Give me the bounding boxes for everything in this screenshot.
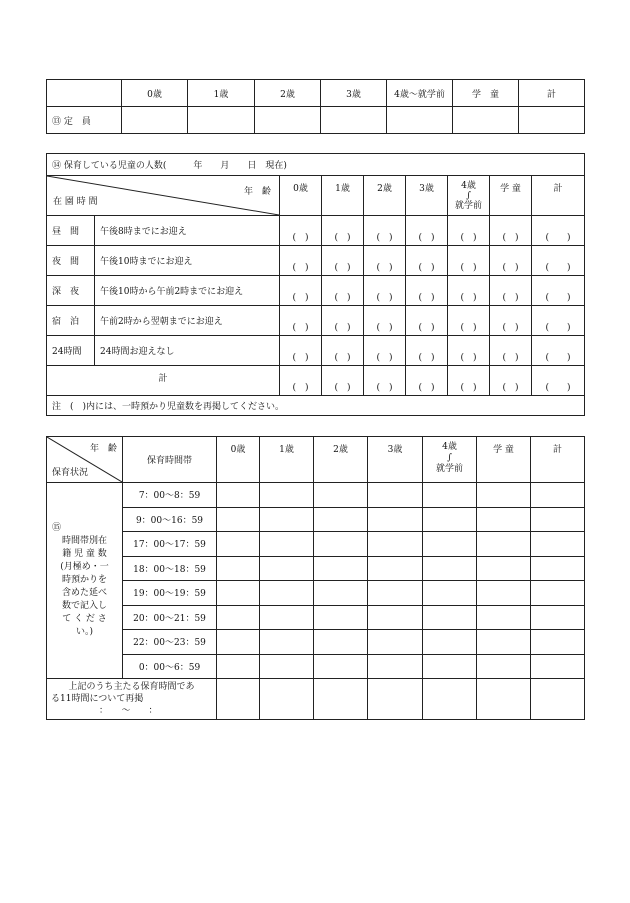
age-header: 学 童: [490, 176, 532, 216]
slot-cell[interactable]: [314, 556, 368, 581]
count-cell[interactable]: ( ): [280, 216, 322, 246]
count-cell[interactable]: ( ): [364, 306, 406, 336]
capacity-cell[interactable]: [188, 107, 255, 134]
slot-cell[interactable]: [423, 581, 477, 606]
row-desc: 午前2時から翌朝までにお迎え: [95, 306, 280, 336]
slot-cell[interactable]: [423, 507, 477, 532]
slot-cell[interactable]: [423, 605, 477, 630]
count-cell[interactable]: ( ): [490, 246, 532, 276]
table-row: [47, 246, 585, 276]
slot-cell[interactable]: [260, 483, 314, 508]
count-cell[interactable]: ( ): [406, 336, 448, 366]
total-cell[interactable]: ( ): [532, 306, 585, 336]
table-row: [47, 336, 585, 366]
count-cell[interactable]: ( ): [280, 366, 322, 396]
age-header: 0歳: [217, 437, 260, 483]
diagonal-header: [47, 437, 123, 483]
count-cell[interactable]: ( ): [322, 216, 364, 246]
count-cell[interactable]: ( ): [448, 336, 490, 366]
slot-cell[interactable]: [314, 483, 368, 508]
time-slot: 9：00〜16：59: [123, 507, 217, 532]
total-label: 計: [47, 366, 280, 396]
time-slot: 17：00〜17：59: [123, 532, 217, 557]
section-label: ⑮ 時間帯別在 籍 児 童 数 (月極め・一 時預かりを 含めた延べ 数で記入し て く だ さ い。): [47, 483, 123, 679]
slot-cell[interactable]: [217, 507, 260, 532]
slot-cell[interactable]: [314, 532, 368, 557]
diagonal-header: [47, 176, 280, 216]
slot-cell[interactable]: [531, 605, 585, 630]
slot-cell[interactable]: [531, 507, 585, 532]
total-row: [47, 366, 585, 396]
slot-cell[interactable]: [314, 654, 368, 679]
count-cell[interactable]: ( ): [280, 246, 322, 276]
age-header: 2歳: [314, 437, 368, 483]
note: 注 ( )内には、一時預かり児童数を再掲してください。: [47, 396, 585, 416]
capacity-cell[interactable]: [255, 107, 321, 134]
slot-cell[interactable]: [314, 605, 368, 630]
enrollment-table: [46, 153, 585, 416]
age-header: 2歳: [255, 80, 321, 107]
age-header: 計: [531, 437, 585, 483]
capacity-cell[interactable]: [453, 107, 519, 134]
count-cell[interactable]: ( ): [364, 276, 406, 306]
slot-cell[interactable]: [423, 556, 477, 581]
slot-cell[interactable]: [260, 581, 314, 606]
slot-cell[interactable]: [217, 679, 260, 720]
timeslot-table: [46, 436, 585, 720]
age-header: 3歳: [406, 176, 448, 216]
slot-cell[interactable]: [217, 483, 260, 508]
table-row: [47, 276, 585, 306]
diag-top-label: 年 齢: [89, 444, 117, 454]
slot-cell[interactable]: [260, 556, 314, 581]
time-slot: 18：00〜18：59: [123, 556, 217, 581]
slot-cell[interactable]: [260, 605, 314, 630]
age-header: 4歳 ∫ 就学前: [448, 176, 490, 216]
age-header: 3歳: [321, 80, 387, 107]
count-cell[interactable]: ( ): [322, 366, 364, 396]
row-desc: 24時間お迎えなし: [95, 336, 280, 366]
count-cell[interactable]: ( ): [364, 366, 406, 396]
slot-cell[interactable]: [477, 654, 531, 679]
age-header: 計: [519, 80, 585, 107]
total-cell[interactable]: ( ): [532, 366, 585, 396]
slot-cell[interactable]: [368, 605, 423, 630]
capacity-cell[interactable]: [321, 107, 387, 134]
slot-cell[interactable]: [423, 630, 477, 655]
slot-cell[interactable]: [477, 532, 531, 557]
count-cell[interactable]: ( ): [406, 216, 448, 246]
count-cell[interactable]: ( ): [280, 306, 322, 336]
time-slot: 0：00〜6：59: [123, 654, 217, 679]
count-cell[interactable]: ( ): [490, 336, 532, 366]
enrollment-title: ⑭ 保育している児童の人数( 年 月 日 現在): [47, 154, 585, 176]
total-cell[interactable]: ( ): [532, 336, 585, 366]
slot-cell[interactable]: [260, 630, 314, 655]
main-hours-label: 上記のうち主たる保育時間であ る11時間について再掲 ： 〜 ：: [47, 679, 217, 720]
total-cell[interactable]: ( ): [532, 216, 585, 246]
count-cell[interactable]: ( ): [448, 276, 490, 306]
count-cell[interactable]: ( ): [448, 366, 490, 396]
slot-cell[interactable]: [531, 654, 585, 679]
age-header: 学 童: [453, 80, 519, 107]
table-row: [47, 306, 585, 336]
count-cell[interactable]: ( ): [322, 336, 364, 366]
slot-cell[interactable]: [477, 507, 531, 532]
count-cell[interactable]: ( ): [490, 366, 532, 396]
slot-cell[interactable]: [368, 581, 423, 606]
slot-cell[interactable]: [423, 483, 477, 508]
age-header: 学 童: [477, 437, 531, 483]
slot-cell[interactable]: [260, 532, 314, 557]
row-desc: 午後10時から午前2時までにお迎え: [95, 276, 280, 306]
slot-cell[interactable]: [217, 532, 260, 557]
age-header: 0歳: [122, 80, 188, 107]
slot-cell[interactable]: [531, 532, 585, 557]
slot-cell[interactable]: [314, 581, 368, 606]
count-cell[interactable]: ( ): [406, 276, 448, 306]
age-header: 1歳: [322, 176, 364, 216]
count-cell[interactable]: ( ): [490, 276, 532, 306]
capacity-cell[interactable]: [122, 107, 188, 134]
count-cell[interactable]: ( ): [280, 276, 322, 306]
age-header: 4歳〜就学前: [387, 80, 453, 107]
row-type: 24時間: [47, 336, 95, 366]
count-cell[interactable]: ( ): [406, 366, 448, 396]
row-type: 昼 間: [47, 216, 95, 246]
time-slot: 7：00〜8：59: [123, 483, 217, 508]
slot-cell[interactable]: [531, 483, 585, 508]
slot-cell[interactable]: [368, 654, 423, 679]
count-cell[interactable]: ( ): [490, 306, 532, 336]
slot-cell[interactable]: [477, 605, 531, 630]
slot-cell[interactable]: [423, 532, 477, 557]
age-header: 0歳: [280, 176, 322, 216]
slot-cell[interactable]: [217, 605, 260, 630]
table-row: [47, 216, 585, 246]
time-slot: 19：00〜19：59: [123, 581, 217, 606]
row-type: 深 夜: [47, 276, 95, 306]
slot-cell[interactable]: [260, 679, 314, 720]
slot-cell[interactable]: [531, 679, 585, 720]
slot-cell[interactable]: [314, 630, 368, 655]
slot-cell[interactable]: [368, 679, 423, 720]
count-cell[interactable]: ( ): [406, 306, 448, 336]
capacity-label: ⑬ 定 員: [47, 107, 122, 134]
time-slot: 20：00〜21：59: [123, 605, 217, 630]
count-cell[interactable]: ( ): [364, 336, 406, 366]
capacity-cell[interactable]: [519, 107, 585, 134]
slot-cell[interactable]: [423, 679, 477, 720]
diag-bottom-label: 在 園 時 間: [53, 197, 98, 207]
count-cell[interactable]: ( ): [406, 246, 448, 276]
slot-cell[interactable]: [314, 679, 368, 720]
count-cell[interactable]: ( ): [490, 216, 532, 246]
age-header: 3歳: [368, 437, 423, 483]
total-cell[interactable]: ( ): [532, 276, 585, 306]
count-cell[interactable]: ( ): [448, 246, 490, 276]
count-cell[interactable]: ( ): [322, 276, 364, 306]
age-header: 1歳: [260, 437, 314, 483]
capacity-table: [46, 79, 585, 134]
slot-cell[interactable]: [217, 630, 260, 655]
row-type: 夜 間: [47, 246, 95, 276]
slot-cell[interactable]: [368, 532, 423, 557]
slot-cell[interactable]: [368, 630, 423, 655]
slot-cell[interactable]: [477, 581, 531, 606]
slot-cell[interactable]: [217, 556, 260, 581]
slot-cell[interactable]: [477, 630, 531, 655]
count-cell[interactable]: ( ): [448, 306, 490, 336]
slot-cell[interactable]: [368, 483, 423, 508]
slot-cell[interactable]: [314, 507, 368, 532]
age-header: 計: [532, 176, 585, 216]
slot-cell[interactable]: [217, 581, 260, 606]
count-cell[interactable]: ( ): [448, 216, 490, 246]
slot-header: 保育時間帯: [123, 437, 217, 483]
slot-cell[interactable]: [368, 556, 423, 581]
slot-cell[interactable]: [531, 556, 585, 581]
count-cell[interactable]: ( ): [322, 306, 364, 336]
row-desc: 午後10時までにお迎え: [95, 246, 280, 276]
count-cell[interactable]: ( ): [280, 336, 322, 366]
age-header: 2歳: [364, 176, 406, 216]
slot-cell[interactable]: [477, 483, 531, 508]
slot-cell[interactable]: [260, 654, 314, 679]
diag-bottom-label: 保育状況: [52, 468, 89, 478]
age-header: 1歳: [188, 80, 255, 107]
count-cell[interactable]: ( ): [364, 216, 406, 246]
slot-cell[interactable]: [368, 507, 423, 532]
slot-cell[interactable]: [531, 630, 585, 655]
count-cell[interactable]: ( ): [322, 246, 364, 276]
slot-cell[interactable]: [477, 679, 531, 720]
age-header: 4歳 ∫ 就学前: [423, 437, 477, 483]
count-cell[interactable]: ( ): [364, 246, 406, 276]
row-type: 宿 泊: [47, 306, 95, 336]
time-slot: 22：00〜23：59: [123, 630, 217, 655]
diag-top-label: 年 齢: [243, 187, 271, 197]
slot-cell[interactable]: [477, 556, 531, 581]
slot-cell[interactable]: [260, 507, 314, 532]
capacity-cell[interactable]: [387, 107, 453, 134]
slot-cell[interactable]: [531, 581, 585, 606]
total-cell[interactable]: ( ): [532, 246, 585, 276]
slot-cell[interactable]: [217, 654, 260, 679]
row-desc: 午後8時までにお迎え: [95, 216, 280, 246]
slot-cell[interactable]: [423, 654, 477, 679]
